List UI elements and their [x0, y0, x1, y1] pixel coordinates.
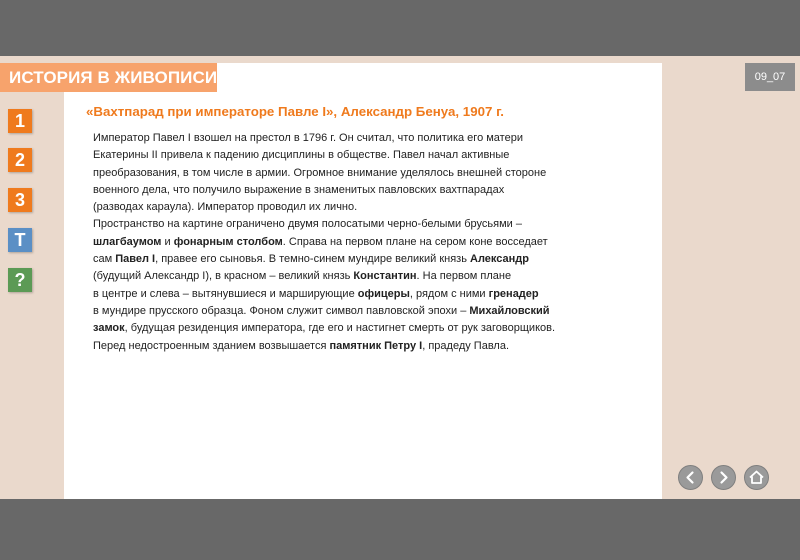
- home-button[interactable]: [744, 465, 769, 490]
- text-segment: Перед недостроенным зданием возвышается: [93, 339, 330, 352]
- text-segment: в мундире прусского образца. Фоном служит символ павловской эпохи –: [93, 304, 470, 317]
- text-segment: (будущий Александр I), в красном – великий князь: [93, 270, 354, 283]
- text-button[interactable]: Т: [8, 228, 32, 252]
- quiz-button[interactable]: ?: [8, 268, 32, 292]
- emphasized-term: фонарным столбом: [173, 235, 283, 248]
- slide-1-button[interactable]: 1: [8, 109, 32, 133]
- text-segment: . На первом плане: [416, 270, 512, 283]
- home-icon: [745, 466, 768, 489]
- text-segment: , рядом с ними: [409, 287, 489, 300]
- chevron-left-icon: [679, 466, 702, 489]
- text-line: [93, 303, 653, 320]
- emphasized-term: шлагбаумом: [93, 235, 162, 248]
- chevron-right-icon: [712, 466, 735, 489]
- text-segment: , будущая резиденция императора, где его и настигнет смерть от рук заговорщиков.: [124, 322, 556, 335]
- text-segment: . Справа на первом плане на сером коне восседает: [282, 235, 548, 248]
- emphasized-term: офицеры: [357, 287, 410, 300]
- emphasized-term: Александр: [470, 253, 529, 266]
- text-segment: Император Павел I взошел на престол в 1796 г. Он считал, что политика его матери: [93, 132, 523, 144]
- text-segment: в центре и слева – вытянувшиеся и марширующие: [93, 287, 358, 300]
- painting-heading: «Вахтпарад при императоре Павле I», Александр Бенуа, 1907 г.: [86, 104, 504, 119]
- emphasized-term: памятник Петру I: [329, 339, 423, 352]
- emphasized-term: замок: [93, 322, 125, 335]
- text-segment: Пространство на картине ограничено двумя полосатыми черно-белыми брусьями –: [93, 218, 522, 231]
- emphasized-term: Михайловский: [469, 304, 550, 317]
- section-title: ИСТОРИЯ В ЖИВОПИСИ: [0, 63, 217, 92]
- description-text: [93, 130, 653, 355]
- page-number-badge: 09_07: [745, 63, 795, 91]
- text-line: [93, 147, 653, 164]
- text-line: [93, 182, 653, 199]
- text-segment: (разводах караула). Император проводил их лично.: [93, 201, 358, 214]
- emphasized-term: Константин: [353, 270, 417, 283]
- text-line: [93, 251, 653, 268]
- text-line: [93, 165, 653, 182]
- text-line: [93, 234, 653, 251]
- emphasized-term: Павел I: [115, 253, 156, 266]
- text-segment: , правее его сыновья. В темно-синем мундире великий князь: [155, 253, 471, 266]
- text-segment: военного дела, что получило выражение в знаменитых павловских вахтпарадах: [93, 183, 505, 196]
- emphasized-term: гренадер: [488, 287, 539, 300]
- text-line: [93, 320, 653, 337]
- slide-2-button[interactable]: 2: [8, 148, 32, 172]
- prev-button[interactable]: [678, 465, 703, 490]
- text-line: [93, 130, 653, 147]
- text-segment: и: [161, 235, 174, 248]
- text-segment: сам: [93, 253, 116, 266]
- slide-3-button[interactable]: 3: [8, 188, 32, 212]
- text-line: [93, 199, 653, 216]
- next-button[interactable]: [711, 465, 736, 490]
- text-line: [93, 216, 653, 233]
- text-line: [93, 268, 653, 285]
- text-segment: Екатерины II привела к падению дисциплины в обществе. Павел начал активные: [93, 149, 510, 162]
- text-line: [93, 286, 653, 303]
- text-line: [93, 338, 653, 355]
- text-segment: преобразования, в том числе в армии. Огромное внимание уделялось внешней стороне: [93, 166, 547, 179]
- text-segment: , прадеду Павла.: [422, 339, 509, 352]
